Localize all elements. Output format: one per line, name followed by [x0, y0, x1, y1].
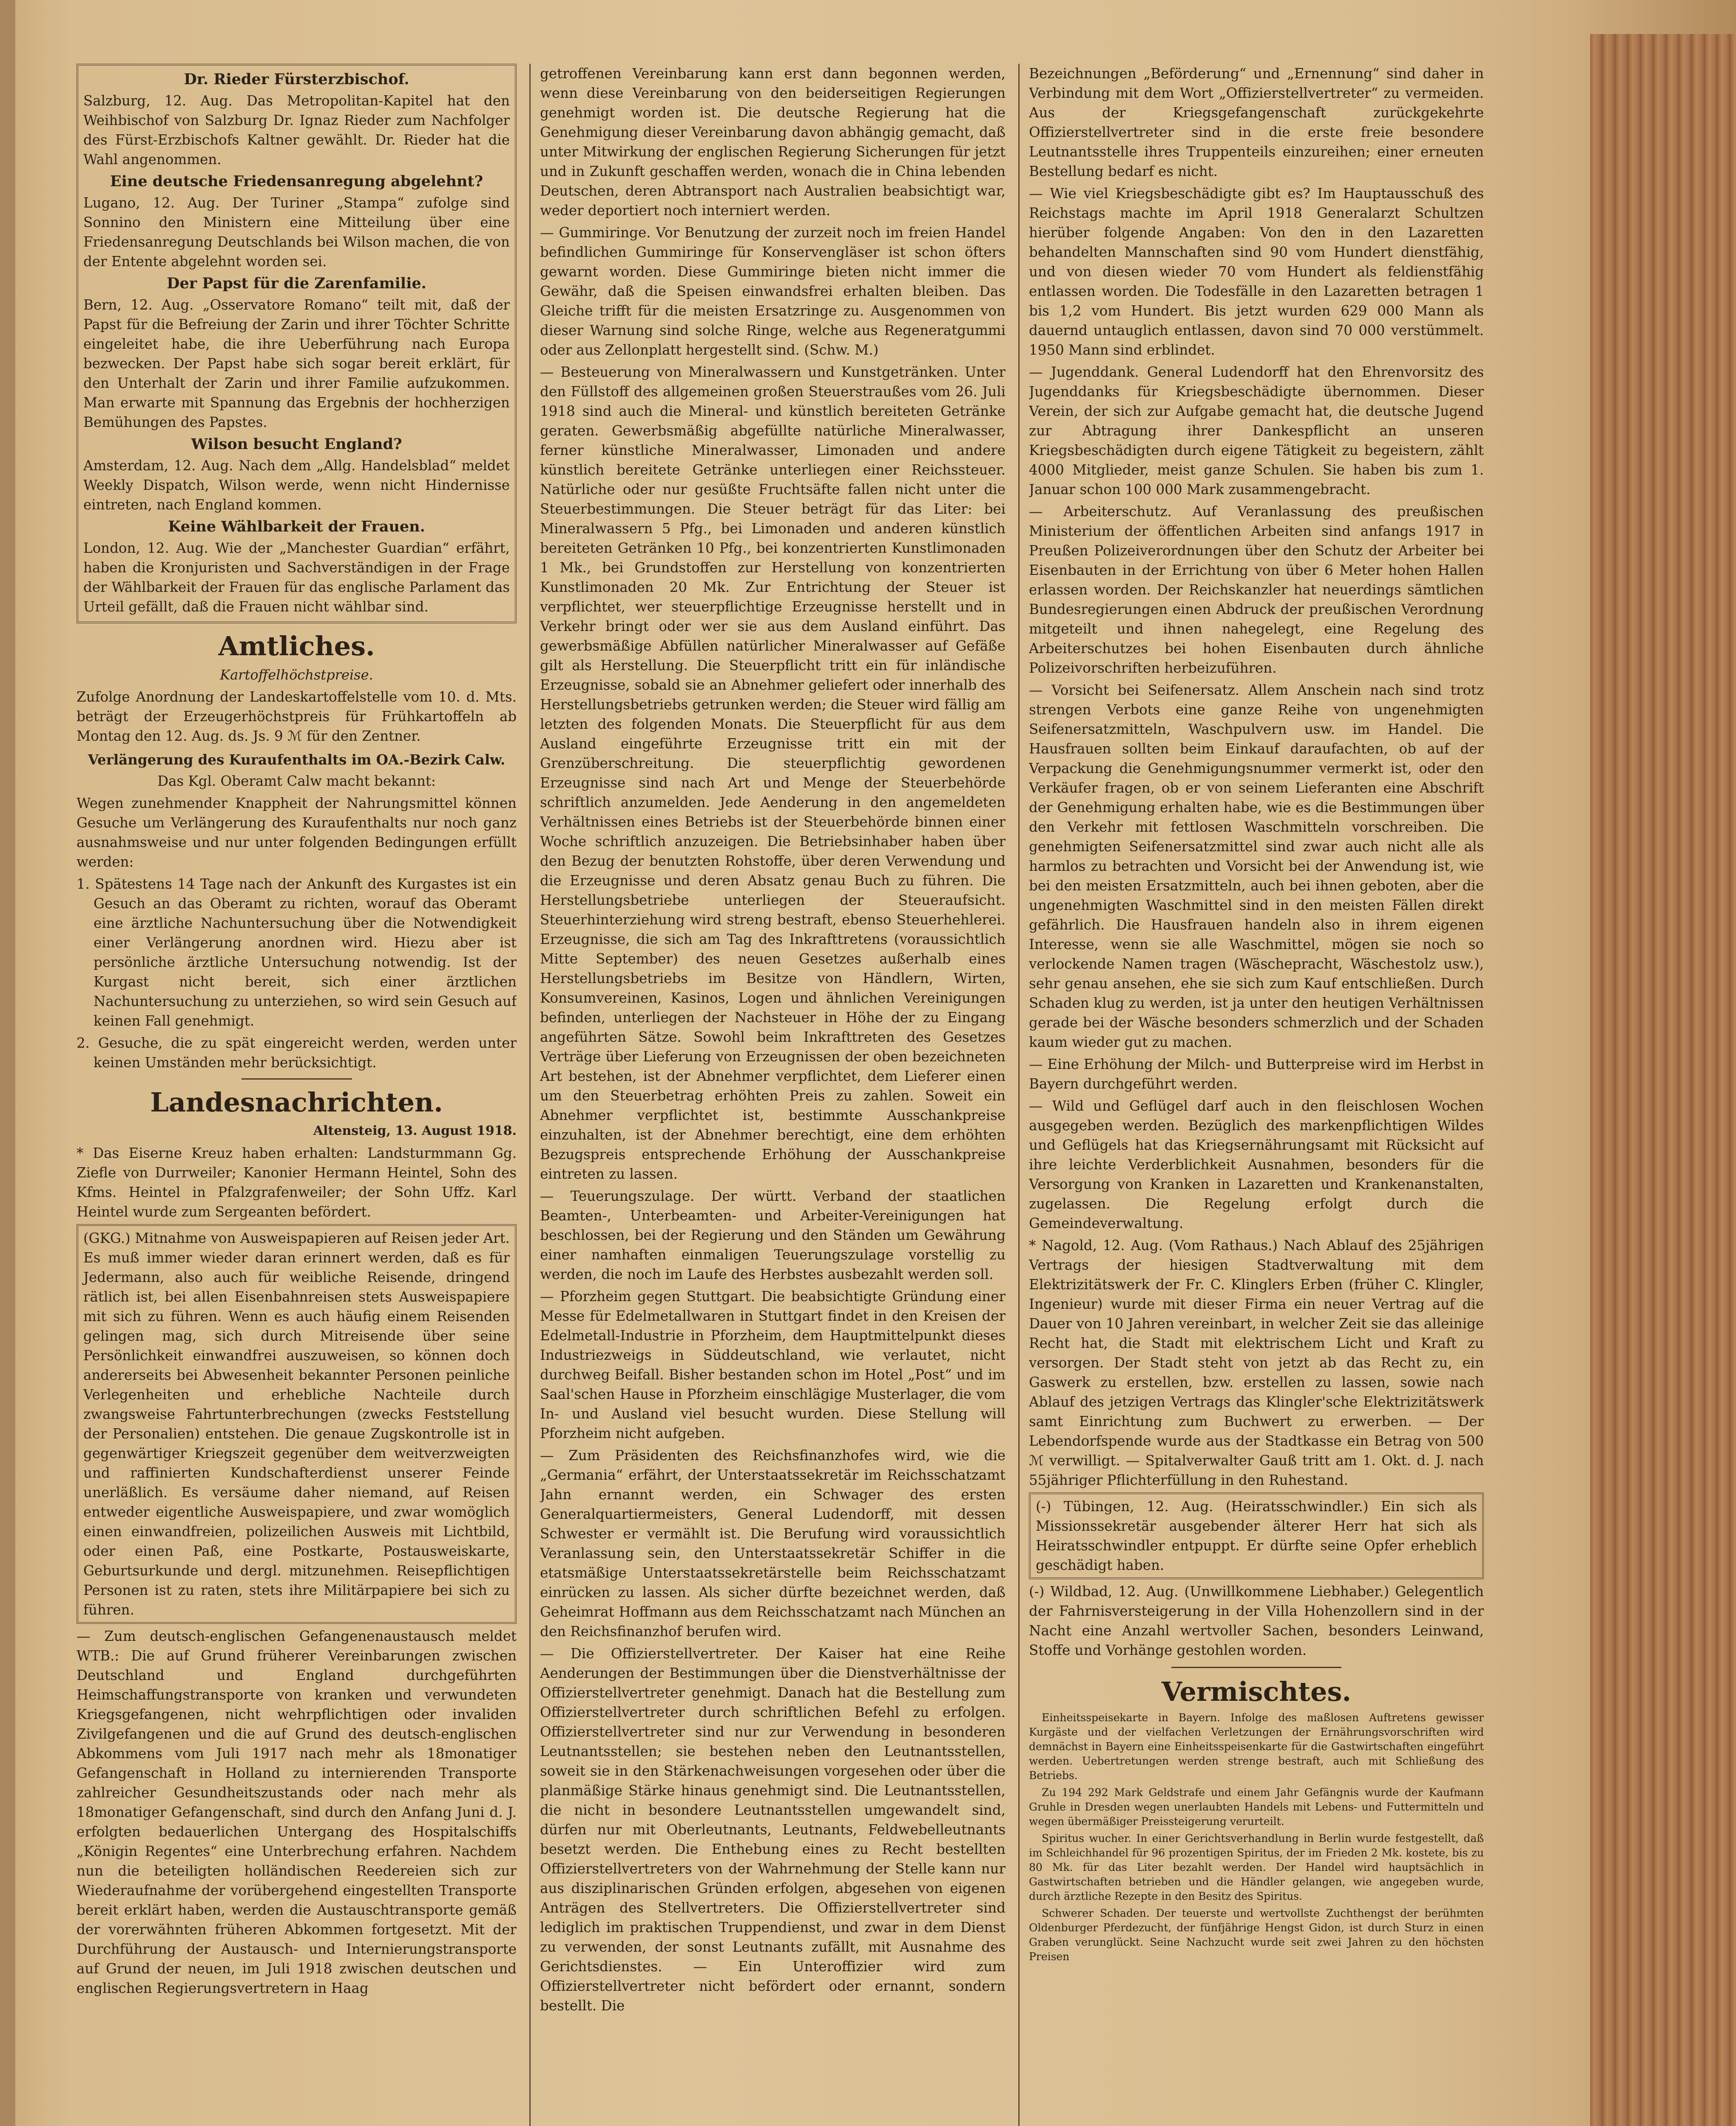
- article-rieder: Salzburg, 12. Aug. Das Metropolitan-Kapitel hat den Weihbischof von Salzburg Dr. Ignaz Rieder zum Nachfolger des Fürst-Erzbischofs Kaltner gewählt. Dr. Rieder hat die Wahl angenommen.: [83, 93, 510, 168]
- dateline-altensteig: Altensteig, 13. August 1918.: [313, 1123, 517, 1138]
- separator-rule-2: [1171, 1667, 1341, 1668]
- section-title-vermischtes: Vermischtes.: [1162, 1676, 1351, 1707]
- article-vereinbarung-cont: getroffenen Vereinbarung kann erst dann begonnen werden, wenn diese Vereinbarung von den beiderseitigen Regierungen genehmigt worden ist. Die deutsche Regierung hat die Genehmigung dieser Vereinbarung davon abhängig gemacht, daß unter Mitwirkung der englischen Regierung Sicherungen für jetzt und in Zukunft geschaffen werden, wonach die in China lebenden Deutschen, deren Abtransport nach Australien beabsichtigt war, weder deportiert noch interniert werden.: [540, 65, 1006, 219]
- article-papst: Bern, 12. Aug. „Osservatore Romano“ teilt mit, daß der Papst für die Befreiung der Zarin und ihrer Töchter Schritte eingeleitet habe, die ihre Ueberführung nach Europa bezwecken. Der Papst habe sich sogar bereit erklärt, für den Unterhalt der Zarin und ihrer Familie aufzukommen. Man erwarte mit Spannung das Ergebnis der hochherzigen Bemühungen des Papstes.: [83, 297, 510, 430]
- telegram-box: [77, 64, 517, 623]
- article-gefangenenaustausch: — Zum deutsch-englischen Gefangenenaustausch meldet WTB.: Die auf Grund früherer Vereinbarungen zwischen Deutschland und England durchgeführten Heimschaffungstransporte von kranken und verwundeten Kriegsgefangenen, nicht wehrpflichtigen oder invaliden Zivilgefangenen und die auf Grund des deutsch-englischen Abkommens vom Juli 1917 nach mehr als 18monatiger Gefangenschaft in Holland zu internierenden Transporte zahlreicher Gesundheitszustands oder nach mehr als 18monatiger Gefangenschaft, sind durch den Anfang Juni d. J. erfolgten bedauerlichen Untergang des Hospitalschiffs „Königin Regentes“ eine Unterbrechung erfahren. Nachdem nun die beteiligten holländischen Reedereien sich zur Wiederaufnahme der vorübergehend eingestellten Transporte bereit erklärt haben, werden die Austauschtransporte gemäß der vorerwähnten früheren Abkommen fortgesetzt. Mit der Durchführung der Austausch- und Internierungstransporte auf Grund der neuen, im Juli 1918 zwischen deutschen und englischen Regierungsvertretern in Haag: [77, 1628, 517, 1996]
- headline-friedensanregung: Eine deutsche Friedensanregung abgelehnt?: [110, 173, 483, 190]
- column-rule-1: [529, 64, 531, 2126]
- column-right: [1029, 64, 1484, 2126]
- notice-knappheit: Wegen zunehmender Knappheit der Nahrungsmittel können Gesuche um Verlängerung des Kuraufenthalts nur noch ganz ausnahmsweise und nur unter folgenden Bedingungen erfüllt werden:: [77, 795, 517, 870]
- article-offizierstellvertreter: — Die Offizierstellvertreter. Der Kaiser hat eine Reihe Aenderungen der Bestimmungen über die Dienstverhältnisse der Offizierstellvertreter genehmigt. Danach hat die Bestellung zum Offizierstellvertreter durch schriftlichen Befehl zu erfolgen. Offizierstellvertreter sind nur zur Verwendung in besonderen Leutnantsstellen; sie bestehen neben den Leutnantsstellen, soweit sie in den Stärkenachweisungen vorgesehen oder über die planmäßige Stärke hinaus genehmigt sind. Die Leutnantsstellen, die nicht in besondere Leutnantsstellen umgewandelt sind, dürfen nur mit Oberleutnants, Leutnants, Feldwebelleutnants besetzt werden. Die Enthebung eines zu Recht bestellten Offizierstellvertreters von der Wahrnehmung der Stelle kann nur aus disziplinarischen Gründen erfolgen, abgesehen von eigenen Anträgen des Stellvertreters. Die Offizierstellvertreter sind lediglich im praktischen Truppendienst, und zwar in dem Dienst zu verwenden, der sonst Leutnants zufällt, mit Ausnahme des Gerichtsdienstes. — Ein Unteroffizier wird zum Offizierstellvertreter nicht befördert oder ernannt, sondern bestellt. Die: [540, 1646, 1006, 2014]
- notice-item-2: 2. Gesuche, die zu spät eingereicht werden, werden unter keinen Umständen mehr berücksichtigt.: [77, 1035, 517, 1071]
- separator-rule: [242, 1078, 352, 1080]
- article-jugenddank: — Jugenddank. General Ludendorff hat den Ehrenvorsitz des Jugenddanks für Kriegsbeschädigte übernommen. Dieser Verein, der sich zur Aufgabe gemacht hat, die deutsche Jugend zur Abtragung ihrer Dankespflicht an unseren Kriegsbeschädigten durch eigene Tätigkeit zu begeistern, zählt 4000 Mitglieder, meist ganze Schulen. Sie haben bis zum 1. Januar schon 100 000 Mark zusammengebracht.: [1029, 364, 1484, 497]
- article-nagold: * Nagold, 12. Aug. (Vom Rathaus.) Nach Ablauf des 25jährigen Vertrags der hiesigen Stadtverwaltung mit dem Elektrizitätswerk der Fr. C. Klinglers Erben (früher C. Klingler, Ingenieur) wurde mit dieser Firma ein neuer Vertrag auf die Dauer von 10 Jahren vereinbart, in welcher Zeit sie das alleinige Recht hat, die Stadt mit elektrischem Licht und Kraft zu versorgen. Der Stadt steht von jetzt ab das Recht zu, ein Gaswerk zu erstellen, bzw. erstellen zu lassen, sowie nach Ablauf des jetzigen Vertrags das Klingler'sche Elektrizitätswerk samt Einrichtung zum Buchwert zu erwerben. — Der Lebendorfspende wurde aus der Stadtkasse ein Betrag von 500 ℳ verwilligt. — Spitalverwalter Gauß tritt am 1. Okt. d. J. nach 55jähriger Pflichterfüllung in den Ruhestand.: [1029, 1237, 1484, 1488]
- headline-papst: Der Papst für die Zarenfamilie.: [167, 275, 426, 292]
- previous-page-edge: [0, 0, 15, 2126]
- vermischtes-block: [1029, 1711, 1484, 1964]
- column-rule-2: [1018, 64, 1020, 2126]
- headline-frauen: Keine Wählbarkeit der Frauen.: [168, 518, 425, 535]
- article-milchpreise: — Eine Erhöhung der Milch- und Butterpreise wird im Herbst in Bayern durchgeführt werden.: [1029, 1056, 1484, 1092]
- article-kriegsbeschaedigte: — Wie viel Kriegsbeschädigte gibt es? Im Hauptausschuß des Reichstags machte im April 1918 Generalarzt Schultzen hierüber folgende Angaben: Von den in den Lazaretten behandelten Mannschaften sind 90 vom Hundert dienstfähig, und von diesen wieder 70 vom Hundert als feldienstfähig entlassen worden. Die Todesfälle in den Lazaretten betragen 1 bis 1,2 vom Hundert. Bis jetzt wurden 629 000 Mann als dauernd untauglich entlassen, davon sind 70 000 verstümmelt. 1950 Mann sind erblindet.: [1029, 185, 1484, 358]
- section-title-landesnachrichten: Landesnachrichten.: [150, 1087, 443, 1118]
- article-teuerungszulage: — Teuerungszulage. Der württ. Verband der staatlichen Beamten-, Unterbeamten- und Arbeiter-Vereinigungen hat beschlossen, bei der Regierung und den Ständen um Gewährung einer namhaften einmaligen Teuerungszulage vorstellig zu werden, die noch im Laufe des Herbstes ausbezahlt werden soll.: [540, 1188, 1006, 1282]
- article-pforzheim: — Pforzheim gegen Stuttgart. Die beabsichtigte Gründung einer Messe für Edelmetallwaren in Stuttgart findet in den Kreisen der Edelmetall-Industrie in Pforzheim, dem Hauptmittelpunkt dieses Industriezweigs in Süddeutschland, wie verlautet, nicht durchweg Beifall. Bisher bestanden schon im Hotel „Post“ und im Saal'schen Hause in Pforzheim einschlägige Musterlager, die vom In- und Ausland viel besucht wurden. Diese Stellung will Pforzheim nicht aufgeben.: [540, 1288, 1006, 1441]
- book-binding: [1590, 34, 1736, 2126]
- subhead-kartoffel: Kartoffelhöchstpreise.: [220, 667, 373, 683]
- subhead-kuraufenthalt: Verlängerung des Kuraufenthalts im OA.-Bezirk Calw.: [88, 751, 506, 768]
- article-wild-gefluegel: — Wild und Geflügel darf auch in den fleischlosen Wochen ausgegeben werden. Bezüglich des markenpflichtigen Wildes und Geflügels hat das Kriegsernährungsamt mit Rücksicht auf ihre leichte Verderblichkeit Ausnahmen, besonders für die Versorgung von Kranken in Lazaretten und Krankenanstalten, zugelassen. Die Regelung erfolgt durch die Gemeindeverwaltung.: [1029, 1098, 1484, 1231]
- notice-kartoffel: Zufolge Anordnung der Landeskartoffelstelle vom 10. d. Mts. beträgt der Erzeugerhöchstpreis für Frühkartoffeln ab Montag den 12. Aug. ds. Js. 9 ℳ für den Zentner.: [77, 689, 517, 744]
- misc-schwerer-schaden: Schwerer Schaden. Der teuerste und wertvollste Zuchthengst der berühmten Oldenburger Pferdezucht, der fünfjährige Hengst Gidon, ist durch Sturz in einen Graben verunglückt. Seine Nachzucht wurde seit zwei Jahren zu den höchsten Preisen: [1029, 1907, 1484, 1963]
- headline-rieder: Dr. Rieder Fürsterzbischof.: [184, 71, 409, 88]
- article-ausweispapiere: (GKG.) Mitnahme von Ausweispapieren auf Reisen jeder Art. Es muß immer wieder daran erinnert werden, daß es für Jedermann, also auch für weibliche Reisende, dringend rätlich ist, bei allen Eisenbahnreisen stets Ausweispapiere mit sich zu führen. Wenn es auch häufig einem Reisenden gelingen mag, sich durch Mitreisende über seine Persönlichkeit einwandfrei auszuweisen, so können doch andererseits bei Abwesenheit bekannter Personen peinliche Verlegenheiten und erhebliche Nachteile durch zwangsweise Fahrtunterbrechungen (zwecks Feststellung der Personalien) entstehen. Die genaue Zugskontrolle ist in gegenwärtiger Kriegszeit gegenüber dem weitverzweigten und raffinierten Kundschafterdienst unserer Feinde unerläßlich. Es versäume daher niemand, auf Reisen entweder eigentliche Ausweispapiere, und zwar womöglich einen einwandfreien, polizeilichen Ausweis mit Lichtbild, oder einen Paß, eine Postkarte, Postausweiskarte, Geburtsurkunde und dergl. mitzunehmen. Reisepflichtigen Personen ist zu raten, stets ihre Militärpapiere bei sich zu führen.: [77, 1224, 517, 1624]
- article-bezeichnungen-cont: Bezeichnungen „Beförderung“ und „Ernennung“ sind daher in Verbindung mit dem Wort „Offizierstellvertreter“ zu vermeiden. Aus der Kriegsgefangenschaft zurückgekehrte Offizierstellvertreter sind in die erste freie besondere Leutnantsstelle ihres Truppenteils einzureihen; einer erneuten Bestellung bedarf es nicht.: [1029, 65, 1484, 179]
- article-wildbad: (-) Wildbad, 12. Aug. (Unwillkommene Liebhaber.) Gelegentlich der Fahrnisversteigerung in der Villa Hohenzollern sind in der Nacht eine Anzahl wertvoller Sachen, besonders Leinwand, Stoffe und Vorhänge gestohlen worden.: [1029, 1583, 1484, 1658]
- article-eisernes-kreuz: * Das Eiserne Kreuz haben erhalten: Landsturmmann Gg. Ziefle von Durrweiler; Kanonier Hermann Heintel, Sohn des Kfms. Heintel in Pfalzgrafenweiler; der Sohn Uffz. Karl Heintel wurde zum Sergeanten befördert.: [77, 1145, 517, 1220]
- notice-item-1: 1. Spätestens 14 Tage nach der Ankunft des Kurgastes ist ein Gesuch an das Oberamt zu richten, worauf das Oberamt eine ärztliche Nachuntersuchung über die Notwendigkeit einer Verlängerung anordnen wird. Hiezu aber ist persönliche ärztliche Untersuchung notwendig. Ist der Kurgast nicht bereit, sich einer ärztlichen Nachuntersuchung zu unterziehen, so wird sein Gesuch auf keinen Fall genehmigt.: [77, 876, 517, 1029]
- article-gummiringe: — Gummiringe. Vor Benutzung der zurzeit noch im freien Handel befindlichen Gummiringe für Konservengläser ist schon öfters gewarnt worden. Diese Gummiringe bieten nicht immer die Gewähr, daß die Speisen einwandsfrei erhalten bleiben. Das Gleiche trifft für die meisten Ersatzringe zu. Ausgenommen von dieser Warnung sind solche Ringe, welche aus Regeneratgummi oder aus Zellonplatt hergestellt sind. (Schw. M.): [540, 225, 1006, 358]
- article-seifenersatz: — Vorsicht bei Seifenersatz. Allem Anschein nach sind trotz strengen Verbots eine ganze Reihe von ungenehmigten Seifenersatzmitteln, Waschpulvern usw. im Handel. Die Hausfrauen sollten beim Einkauf daraufachten, ob auf der Verpackung die Genehmigungsnummer vermerkt ist, oder den Verkäufer fragen, ob er von seinem Lieferanten eine Abschrift der Genehmigung erhalten habe, wie es die Bestimmungen über den Verkehr mit fettlosen Waschmitteln vorschreiben. Die genehmigten Seifenersatzmittel sind zwar auch nicht alle als harmlos zu betrachten und Vorsicht bei der Anwendung ist, wie bei den meisten Ersatzmitteln, auch bei ihnen geboten, aber die ungenehmigten Waschmittel sind in den meisten Fällen direkt gefährlich. Die Hausfrauen handeln also in ihrem eigenen Interesse, wenn sie alle Waschmittel, mögen sie noch so verlockende Namen tragen (Wäschepracht, Wäschestolz usw.), sehr genau ansehen, ehe sie sich zum Kauf entschließen. Durch Schaden klug zu werden, ist ja unter den heutigen Verhältnissen gerade bei der Wäsche besonders schmerzlich und der Schaden kaum wieder gut zu machen.: [1029, 682, 1484, 1050]
- notice-oberamt: Das Kgl. Oberamt Calw macht bekannt:: [157, 773, 436, 789]
- article-friedensanregung: Lugano, 12. Aug. Der Turiner „Stampa“ zufolge sind Sonnino den Ministern eine Mitteilung über eine Friedensanregung Deutschlands bei Wilson machen, die von der Entente abgelehnt worden sei.: [83, 195, 510, 270]
- misc-spirituswucher: Spiritus wucher. In einer Gerichtsverhandlung in Berlin wurde festgestellt, daß im Schleichhandel für 96 prozentigen Spiritus, der im Frieden 2 Mk. kostete, bis zu 80 Mk. für das Liter bezahlt werden. Der Handel wird hauptsächlich in Gastwirtschaften betrieben und die Händler gelangen, wie angegeben wurde, durch ärztliche Rezepte in den Besitz des Spiritus.: [1029, 1832, 1484, 1902]
- article-tuebingen: (-) Tübingen, 12. Aug. (Heiratsschwindler.) Ein sich als Missionssekretär ausgebender älterer Herr hat sich als Heiratsschwindler entpuppt. Er dürfte seine Opfer erheblich geschädigt haben.: [1029, 1492, 1484, 1579]
- misc-geldstrafe: Zu 194 292 Mark Geldstrafe und einem Jahr Gefängnis wurde der Kaufmann Gruhle in Dresden wegen unerlaubten Handels mit Lebens- und Futtermitteln und wegen übermäßiger Preissteigerung verurteilt.: [1029, 1786, 1484, 1828]
- article-reichsfinanzhof: — Zum Präsidenten des Reichsfinanzhofes wird, wie die „Germania“ erfährt, der Unterstaatssekretär im Reichsschatzamt Jahn ernannt werden, ein Schwager des ersten Generalquartiermeisters, General Ludendorff, mit dessen Schwester er vermählt ist. Die Berufung wird voraussichtlich Veranlassung sein, den Unterstaatssekretär Schiffer in die etatsmäßige Unterstaatssekretärstelle beim Reichsschatzamt einrücken zu lassen. Als sicher dürfte bezeichnet werden, daß Geheimrat Hoffmann aus dem Reichsschatzamt nach München an den Reichsfinanzhof berufen wird.: [540, 1447, 1006, 1640]
- headline-wilson: Wilson besucht England?: [191, 435, 402, 453]
- article-wilson: Amsterdam, 12. Aug. Nach dem „Allg. Handelsblad“ meldet Weekly Dispatch, Wilson werde, wenn nicht Hindernisse eintreten, nach England kommen.: [83, 458, 510, 513]
- article-frauen: London, 12. Aug. Wie der „Manchester Guardian“ erfährt, haben die Kronjuristen und Sachverständigen in der Frage der Wählbarkeit der Frauen für das englische Parlament das Urteil gefällt, daß die Frauen nicht wählbar sind.: [83, 540, 510, 615]
- article-mineralwasser: — Besteuerung von Mineralwassern und Kunstgetränken. Unter den Füllstoff des allgemeinen großen Steuerstraußes vom 26. Juli 1918 sind auch die Mineral- und künstlich bereiteten Getränke geraten. Gewerbsmäßig abgefüllte natürliche Mineralwasser, ferner künstliche Mineralwasser, Limonaden und andere künstlich bereitete Getränke unterliegen einer Reichssteuer. Natürliche oder nur gesüßte Fruchtsäfte fallen nicht unter die Steuerbestimmungen. Die Steuer beträgt für das Liter: bei Mineralwassern 5 Pfg., bei Limonaden und anderen künstlich bereiteten Getränken 10 Pfg., bei konzentrierten Kunstlimonaden 1 Mk., bei Grundstoffen zur Herstellung von konzentrierten Kunstlimonaden 20 Mk. Zur Entrichtung der Steuer ist verpflichtet, wer steuerpflichtige Erzeugnisse herstellt und in Verkehr bringt oder wer sie aus dem Ausland einführt. Das gewerbsmäßige Abfüllen natürlicher Mineralwasser auf Gefäße gilt als Herstellung. Die Steuerpflicht tritt ein für inländische Erzeugnisse, sobald sie an Abnehmer geliefert oder innerhalb des Herstellungsbetriebs getrunken werden; die Steuer wird fällig am letzten des folgenden Monats. Die Steuerpflicht für aus dem Ausland eingeführte Erzeugnisse tritt ein mit der Grenzüberschreitung. Die steuerpflichtig gewordenen Erzeugnisse sind nach Art und Menge der Steuerbehörde schriftlich anzumelden. Jede Aenderung in den angemeldeten Verhältnissen eines Betriebs ist der Steuerbehörde binnen einer Woche schriftlich anzuzeigen. Die Betriebsinhaber haben über den Bezug der benutzten Rohstoffe, über deren Verwendung und die Erzeugnisse und deren Absatz genau Buch zu führen. Die Herstellungsbetriebe unterliegen der Steueraufsicht. Steuerhinterziehung wird streng bestraft, ebenso Steuerhehlerei. Erzeugnisse, die sich am Tag des Inkrafttretens (voraussichtlich Mitte September) des neuen Gesetzes außerhalb eines Herstellungsbetriebs im Besitze von Händlern, Wirten, Konsumvereinen, Kasinos, Logen und ähnlichen Vereinigungen befinden, unterliegen der Nachsteuer in Höhe der zu Eingang angeführten Sätze. Sowohl beim Inkrafttreten des Gesetzes Verträge über Lieferung von Erzeugnissen der oben bezeichneten Art bestehen, ist der Abnehmer verpflichtet, dem Lieferer einen um den Steuerbetrag erhöhten Preis zu zahlen. Soweit ein Abnehmer verpflichtet ist, bestimmte Ausschankpreise einzuhalten, ist der Abnehmer berechtigt, eine dem erhöhten Bezugspreis entsprechende Erhöhung der Ausschankpreise eintreten zu lassen.: [540, 364, 1006, 1182]
- column-middle: [540, 64, 1006, 2126]
- misc-einheitsspeisekarte: Einheitsspeisekarte in Bayern. Infolge des maßlosen Auftretens gewisser Kurgäste und der vielfachen Verletzungen der Ernährungsvorschriften wird demnächst in Bayern eine Einheitsspeisenkarte für die Gastwirtschaften eingeführt werden. Uebertretungen werden strenge bestraft, auch mit Schließung des Betriebs.: [1029, 1711, 1484, 1782]
- column-left: [77, 64, 517, 2126]
- article-arbeiterschutz: — Arbeiterschutz. Auf Veranlassung des preußischen Ministerium der öffentlichen Arbeiten sind anfangs 1917 in Preußen Polizeiverordnungen über den Schutz der Arbeiter bei Eisenbauten in der Errichtung von über 6 Meter hohen Hallen erlassen worden. Der Reichskanzler hat neuerdings sämtlichen Bundesregierungen einen Abdruck der preußischen Verordnung mitgeteilt und ihnen nahegelegt, eine Regelung des Arbeiterschutzes bei hohen Eisenbauten durch ähnliche Polizeivorschriften herbeizuführen.: [1029, 503, 1484, 676]
- section-title-amtliches: Amtliches.: [218, 631, 375, 662]
